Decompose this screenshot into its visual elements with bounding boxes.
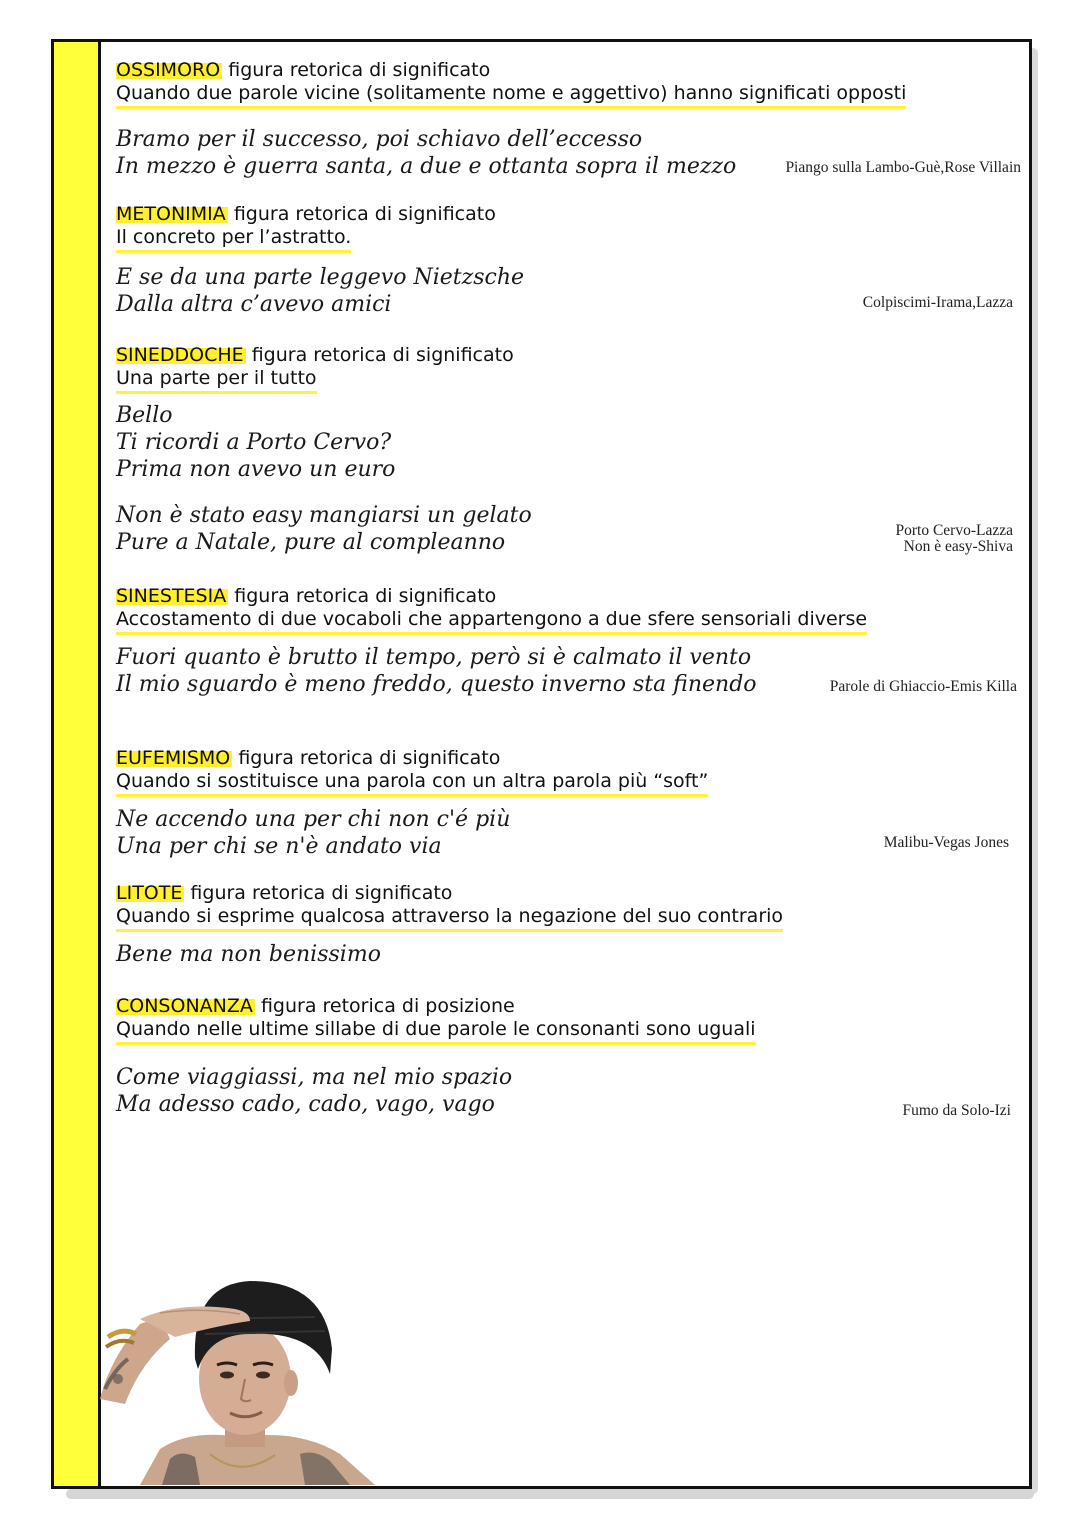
- section-sinestesia: [116, 585, 867, 698]
- term-title: OSSIMORO: [116, 59, 221, 81]
- verse-line: Ma adesso cado, cado, vago, vago: [116, 1092, 495, 1117]
- term-definition: Quando due parole vicine (solitamente nome e aggettivo) hanno significati opposti: [116, 82, 906, 109]
- term-category: figura retorica di significato: [228, 59, 491, 81]
- term-definition: Quando si esprime qualcosa attraverso la negazione del suo contrario: [116, 905, 783, 932]
- section-metonimia: [116, 203, 524, 318]
- verse-line: Prima non avevo un euro: [116, 457, 396, 482]
- term-title: EUFEMISMO: [116, 747, 231, 769]
- verse-line: Pure a Natale, pure al compleanno: [116, 530, 506, 555]
- verse-line: Come viaggiassi, ma nel mio spazio: [116, 1065, 513, 1090]
- section-sineddoche: [116, 344, 532, 556]
- verse-line: Il mio sguardo è meno freddo, questo inverno sta finendo: [116, 672, 757, 697]
- term-definition: Quando nelle ultime sillabe di due parole le consonanti sono uguali: [116, 1018, 756, 1045]
- song-source: Colpiscimi-Irama,Lazza: [862, 294, 1013, 311]
- song-source: Malibu-Vegas Jones: [883, 834, 1009, 851]
- song-source: Fumo da Solo-Izi: [902, 1102, 1011, 1119]
- verse-line: Una per chi se n'è andato via: [116, 834, 442, 859]
- song-source: Parole di Ghiaccio-Emis Killa: [829, 678, 1017, 695]
- yellow-side-strip: [54, 42, 101, 1486]
- section-eufemismo: [116, 747, 708, 860]
- term-definition: Una parte per il tutto: [116, 367, 317, 394]
- term-title: CONSONANZA: [116, 995, 253, 1017]
- term-category: figura retorica di significato: [238, 747, 501, 769]
- verse-line: E se da una parte leggevo Nietzsche: [116, 265, 525, 290]
- section-litote: [116, 882, 783, 968]
- term-category: figura retorica di significato: [251, 344, 514, 366]
- term-category: figura retorica di significato: [234, 585, 497, 607]
- verse-line: Fuori quanto è brutto il tempo, però si è calmato il vento: [116, 645, 752, 670]
- verse-line: Ti ricordi a Porto Cervo?: [116, 430, 392, 455]
- term-title: METONIMIA: [116, 203, 226, 225]
- page-shadow-bottom: [66, 1489, 1034, 1499]
- term-definition: Il concreto per l’astratto.: [116, 226, 351, 253]
- verse-line: Bello: [116, 403, 173, 428]
- document-page: [51, 39, 1032, 1489]
- song-source: Porto Cervo-Lazza Non è easy-Shiva: [895, 522, 1013, 555]
- verse-line: Non è stato easy mangiarsi un gelato: [116, 503, 532, 528]
- section-consonanza: [116, 995, 756, 1118]
- term-definition: Quando si sostituisce una parola con un altra parola più “soft”: [116, 770, 708, 797]
- term-title: LITOTE: [116, 882, 183, 904]
- verse-line: In mezzo è guerra santa, a due e ottanta sopra il mezzo: [116, 154, 737, 179]
- term-category: figura retorica di significato: [233, 203, 496, 225]
- saluting-man-illustration: [100, 1279, 380, 1485]
- verse-line: Ne accendo una per chi non c'é più: [116, 807, 511, 832]
- term-title: SINESTESIA: [116, 585, 227, 607]
- verse-line: Bene ma non benissimo: [116, 942, 381, 967]
- song-source: Piango sulla Lambo-Guè,Rose Villain: [785, 159, 1021, 176]
- verse-line: Dalla altra c’avevo amici: [116, 292, 392, 317]
- term-category: figura retorica di significato: [190, 882, 453, 904]
- term-definition: Accostamento di due vocaboli che appartengono a due sfere sensoriali diverse: [116, 608, 867, 635]
- term-title: SINEDDOCHE: [116, 344, 244, 366]
- verse-line: Bramo per il successo, poi schiavo dell’eccesso: [116, 127, 643, 152]
- term-category: figura retorica di posizione: [260, 995, 515, 1017]
